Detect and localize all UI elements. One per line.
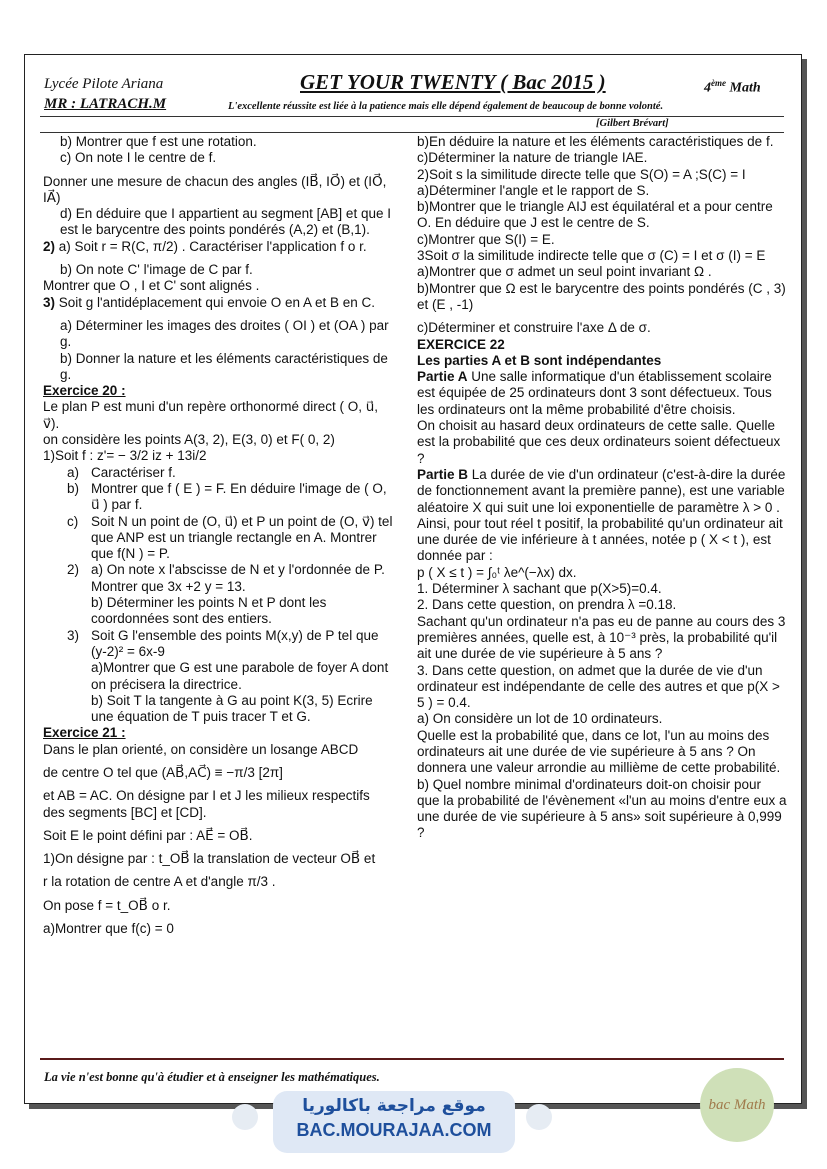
exercise-subheading: Les parties A et B sont indépendantes: [417, 352, 662, 368]
text-line: Dans le plan orienté, on considère un losange ABCD: [43, 741, 359, 757]
bac-math-badge: bac Math: [700, 1068, 774, 1142]
text-line: 3Soit σ la similitude indirecte telle que σ (C) = I et σ (I) = E: [417, 248, 766, 264]
site-logo-icon: [232, 1104, 258, 1130]
text-line: Montrer que O , I et C' sont alignés .: [43, 278, 260, 294]
text-line: 3. Dans cette question, on admet que la durée de vie d'un ordinateur est indépendante de celle des autres et que p(X > 5 ) = 0.4.: [417, 662, 780, 711]
class-label: 4ème Math: [704, 78, 761, 96]
site-banner[interactable]: [273, 1091, 515, 1153]
list-item: 3) Soit G l'ensemble des points M(x,y) de P tel que (y-2)² = 6x-9 a)Montrer que G est une parabole de foyer A dont on précisera la directrice. b) Soit T la tangente à G au point K(3, 5) Ecrire une équation de T puis tracer T et G.: [67, 627, 389, 725]
text-line: b) Donner la nature et les éléments caractéristiques de g.: [60, 350, 388, 382]
exercise-heading: EXERCICE 22: [417, 336, 505, 352]
text-line: b) On note C' l'image de C par f.: [60, 262, 253, 278]
text-line: d) En déduire que I appartient au segment [AB] et que I est le barycentre des points pondérés (A,2) et (B,1).: [60, 206, 391, 238]
text-line: de centre O tel que (AB⃗,AC⃗) ≡ −π/3 [2π]: [43, 764, 283, 780]
text-line: a)Montrer que σ admet un seul point invariant Ω .: [417, 264, 712, 280]
text-line: b)En déduire la nature et les éléments caractéristiques de f.: [417, 134, 774, 149]
text-line: a)Déterminer l'angle et le rapport de S.: [417, 182, 650, 198]
text-line: b)Montrer que le triangle AIJ est équilatéral et a pour centre O. En déduire que J est le centre de S.: [417, 199, 773, 231]
text-line: b) Montrer que f est une rotation.: [60, 134, 257, 149]
teacher-name: MR : LATRACH.M: [44, 96, 167, 112]
list-item: c) Soit N un point de (O, u⃗) et P un point de (O, v⃗) tel que ANP est un triangle rectangle en A. Montrer que f(N ) = P.: [67, 513, 393, 562]
text-line: 2)Soit s la similitude directe telle que S(O) = A ;S(C) = I: [417, 166, 746, 182]
text-line: Partie A Une salle informatique d'un établissement scolaire est équipée de 25 ordinateurs dont 3 sont défectueux. Tous les ordinateurs ont la même probabilité d'être choisis.: [417, 369, 772, 417]
exercise-heading: Exercice 21 :: [43, 725, 126, 741]
text-line: c)Montrer que S(I) = E.: [417, 231, 555, 247]
quote-author: [Gilbert Brévart]: [596, 118, 669, 129]
text-line: a) Déterminer les images des droites ( OI ) et (OA ) par g.: [60, 317, 389, 350]
header-quote: L'excellente réussite est liée à la patience mais elle dépend également de beaucoup de bonne volonté.: [228, 101, 664, 112]
text-line: 2. Dans cette question, on prendra λ =0.18.: [417, 597, 677, 613]
header-divider-2: [40, 132, 784, 133]
text-line: 1)Soit f : z'= − 3/2 iz + 13i/2: [43, 448, 207, 464]
text-line: c)Déterminer et construire l'axe Δ de σ.: [417, 320, 651, 336]
text-line: c)Déterminer la nature de triangle IAE.: [417, 150, 648, 166]
site-logo-icon: [526, 1104, 552, 1130]
exercise-heading: Exercice 20 :: [43, 383, 126, 399]
text-line: c) On note I le centre de f.: [60, 150, 217, 166]
page-title: GET YOUR TWENTY ( Bac 2015 ): [300, 70, 606, 94]
text-line: a)Montrer que f(c) = 0: [43, 921, 174, 937]
text-line: Le plan P est muni d'un repère orthonormé direct ( O, u⃗, v⃗).: [43, 399, 379, 431]
list-item: b) Montrer que f ( E ) = F. En déduire l'image de ( O, u⃗ ) par f.: [67, 480, 387, 513]
text-line: Soit E le point défini par : AE⃗ = OB⃗.: [43, 827, 253, 843]
text-line: Sachant qu'un ordinateur n'a pas eu de panne au cours des 3 premières années, quelle est, à 10⁻³ près, la probabilité qu'il ait une durée de vie supérieure à 5 ans ?: [417, 613, 786, 662]
text-line: Partie B La durée de vie d'un ordinateur (c'est-à-dire la durée de fonctionnement avant la première panne), est une variable aléatoire X qui suit une loi exponentielle de paramètre λ > 0 .: [417, 466, 786, 515]
text-line: On pose f = t_OB⃗ o r.: [43, 897, 171, 913]
text-line: r la rotation de centre A et d'angle π/3 .: [43, 874, 276, 890]
list-item: 2) a) On note x l'abscisse de N et y l'ordonnée de P. Montrer que 3x +2 y = 13. b) Déterminer les points N et P dont les coordonnées sont des entiers.: [67, 562, 385, 627]
text-line: on considère les points A(3, 2), E(3, 0) et F( 0, 2): [43, 432, 335, 448]
header-divider: [40, 116, 784, 117]
text-line: Quelle est la probabilité que, dans ce lot, l'un au moins des ordinateurs ait une durée de vie supérieure à 5 ans ? On donnera une valeur arrondie au millième de cette probabilité.: [417, 727, 781, 776]
site-url[interactable]: BAC.MOURAJAA.COM: [296, 1120, 492, 1140]
text-line: et AB = AC. On désigne par I et J les milieux respectifs des segments [BC] et [CD].: [43, 788, 370, 820]
text-line: Ainsi, pour tout réel t positif, la probabilité qu'un ordinateur ait une durée de vie inférieure à t années, notée p ( X < t ), est donnée par :: [417, 515, 783, 564]
text-line: b)Montrer que Ω est le barycentre des points pondérés (C , 3) et (E , -1): [417, 280, 786, 312]
text-line: Donner une mesure de chacun des angles (IB⃗, IO⃗) et (IO⃗, IA⃗): [43, 173, 387, 205]
right-column: [417, 134, 787, 842]
text-line: b) Quel nombre minimal d'ordinateurs doit-on choisir pour que la probabilité de l'évènement «l'un au moins d'entre eux a une durée de vie supérieure à 5 ans» soit supérieure à 0,999 ?: [417, 776, 787, 841]
text-line: 1. Déterminer λ sachant que p(X>5)=0.4.: [417, 581, 662, 597]
text-line: 3) Soit g l'antidéplacement qui envoie O en A et B en C.: [43, 294, 376, 310]
text-line: p ( X ≤ t ) = ∫₀ᵗ λe^(−λx) dx.: [417, 564, 577, 580]
list-item: a) Caractériser f.: [67, 464, 176, 480]
footer-quote: La vie n'est bonne qu'à étudier et à enseigner les mathématiques.: [44, 1070, 380, 1084]
text-line: a) On considère un lot de 10 ordinateurs.: [417, 711, 663, 727]
text-line: 2) a) Soit r = R(C, π/2) . Caractériser l'application f o r.: [43, 238, 367, 254]
left-column: [43, 134, 395, 937]
text-line: On choisit au hasard deux ordinateurs de cette salle. Quelle est la probabilité que ces deux ordinateurs soient défectueux ?: [417, 418, 781, 466]
text-line: 1)On désigne par : t_OB⃗ la translation de vecteur OB⃗ et: [43, 851, 376, 867]
footer-divider: [40, 1058, 784, 1060]
school-name: Lycée Pilote Ariana: [44, 76, 164, 92]
site-name-arabic: موقع مراجعة باكالوريا: [302, 1096, 486, 1116]
